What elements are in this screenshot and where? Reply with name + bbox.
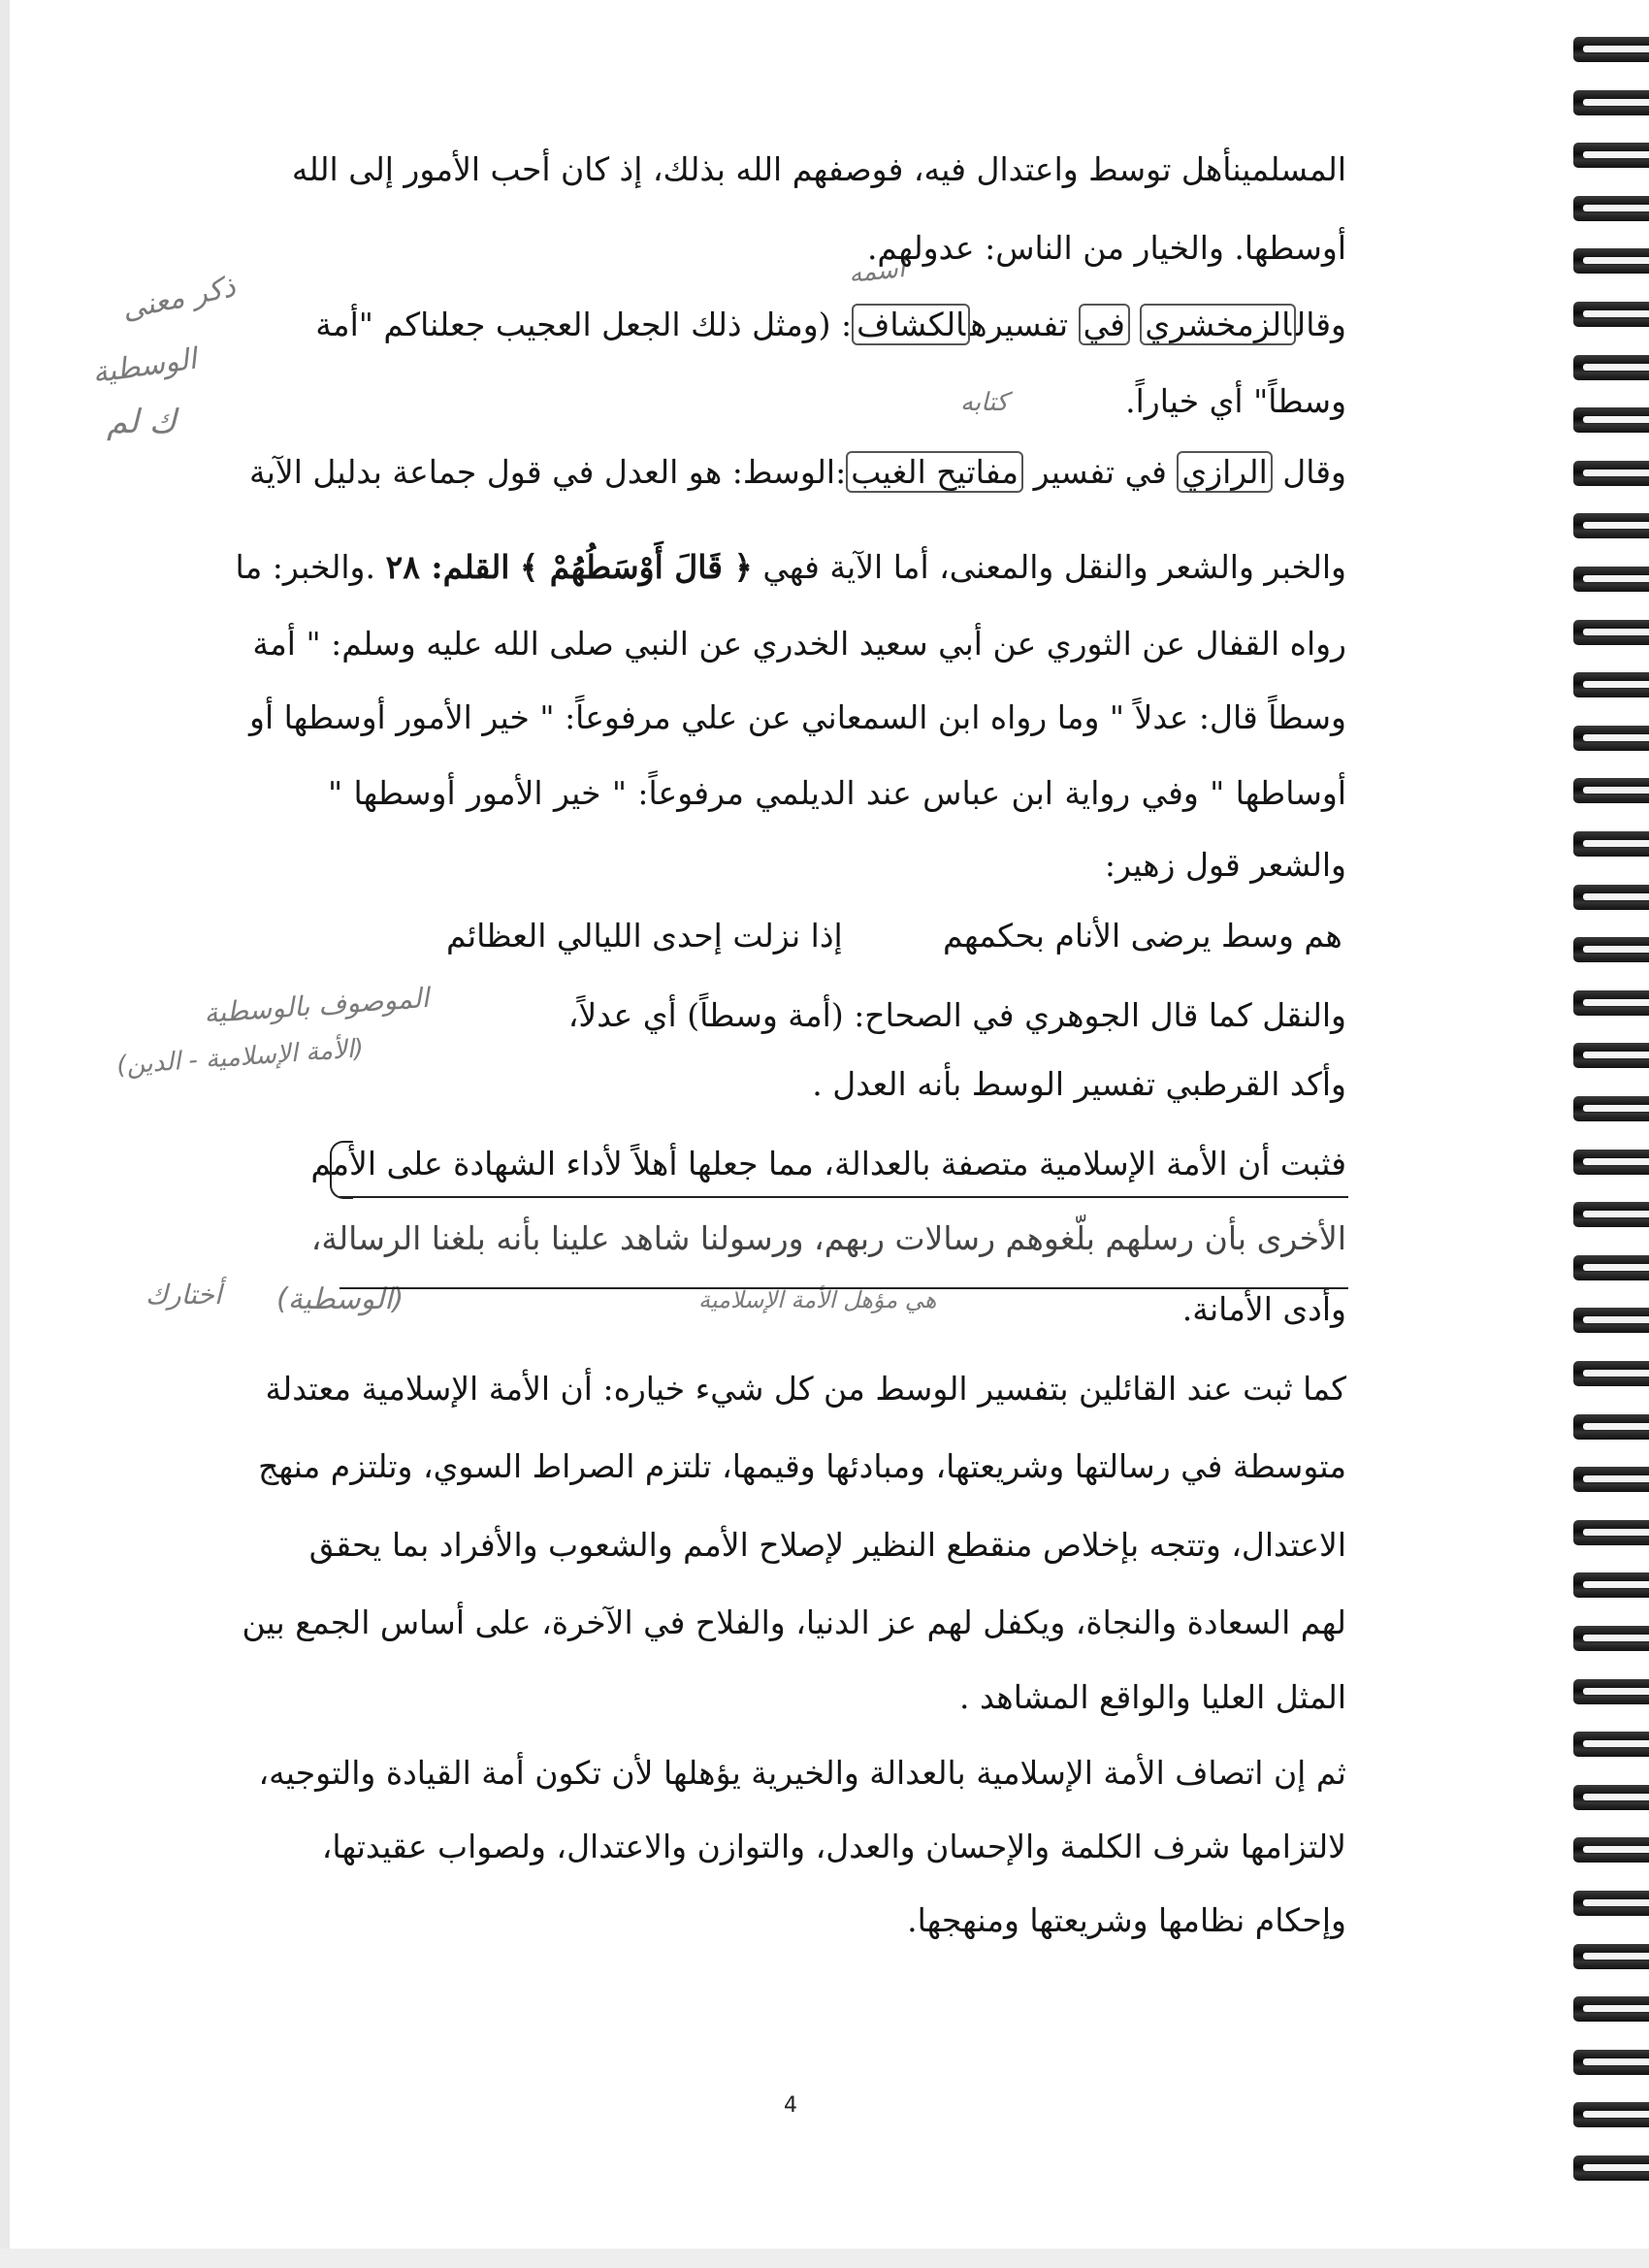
handwritten-margin-note-1: ذكر معنى [118,270,239,327]
handdrawn-underline-2 [340,1287,1348,1289]
text-line-9: والنقل كما قال الجوهري في الصحاح: (أمة وسطاً) أي عدلاً، [567,996,1346,1034]
text-line-14: كما ثبت عند القائلين بتفسير الوسط من كل شيء خياره: أن الأمة الإسلامية معتدلة [265,1370,1346,1408]
binding-ring [1573,2050,1649,2075]
binding-ring [1573,1837,1649,1863]
text-line-7: أوساطها " وفي رواية ابن عباس عند الديلمي مرفوعاً: " خير الأمور أوسطها " [328,774,1346,812]
binding-ring [1573,672,1649,697]
binding-ring [1573,1150,1649,1175]
text-line-6: وسطاً قال: عدلاً " وما رواه ابن السمعاني عن علي مرفوعاً: " خير الأمور أوسطها أو [249,698,1346,736]
text-line-21: وإحكام نظامها وشريعتها ومنهجها. [907,1901,1346,1939]
text-line-11: فثبت أن الأمة الإسلامية متصفة بالعدالة، مما جعلها أهلاً لأداء الشهادة على الأمم [310,1145,1346,1183]
binding-ring [1573,1255,1649,1280]
binding-ring [1573,513,1649,538]
handdrawn-bracket [330,1141,353,1199]
binding-ring [1573,143,1649,168]
binding-ring [1573,1572,1649,1598]
text-line-1: المسلمينأهل توسط واعتدال فيه، فوصفهم الله بذلك، إذ كان أحب الأمور إلى الله [291,150,1346,188]
quran-ayah: ﴿ قَالَ أَوْسَطُهُمْ ﴾ [519,548,753,586]
zamakhshari-name: الزمخشري [1140,304,1296,345]
binding-ring [1573,1043,1649,1068]
text-line-3: أي خياراً. [1125,382,1244,420]
handwritten-note-ikhtarak: أختارك [146,1279,222,1311]
razi-rest: :الوسط: هو العدل في قول جماعة بدليل الآية [249,453,847,491]
binding-ring [1573,885,1649,910]
ayah-reference: القلم: ٢٨ [385,548,510,586]
binding-ring [1573,1414,1649,1440]
binding-ring [1573,1626,1649,1651]
text-line-15: متوسطة في رسالتها وشريعتها، ومبادئها وقيمها، تلتزم الصراط السوي، وتلتزم منهج [258,1447,1346,1485]
zamakhshari-line2: وسطاً" [1253,382,1346,420]
binding-ring [1573,1520,1649,1545]
binding-ring [1573,2102,1649,2127]
handwritten-note-above-kashshaf: اسمه [847,254,907,289]
page-edge-shadow [0,0,10,2268]
razi-pre: وقال [1282,453,1346,491]
handwritten-note-muahhil: هي مؤهل الأمة الإسلامية [698,1286,937,1313]
binding-ring [1573,355,1649,380]
page-bottom-edge [0,2249,1649,2268]
binding-ring [1573,248,1649,274]
text-line-16: الاعتدال، وتتجه بإخلاص منقطع النظير لإصلاح الأمم والشعوب والأفراد بما يحقق [308,1526,1346,1564]
text-line-13: وأدى الأمانة. [1181,1290,1346,1328]
binding-ring [1573,1096,1649,1121]
binding-ring [1573,990,1649,1016]
text-line-2: أوسطها. والخيار من الناس: عدولهم. [866,229,1346,267]
text-line-18: المثل العليا والواقع المشاهد . [958,1678,1346,1716]
binding-ring [1573,407,1649,433]
razi-tafsir: تفسير [1033,453,1116,491]
kashshaf-book: الكشاف [852,304,970,345]
binding-ring [1573,778,1649,803]
binding-ring [1573,1361,1649,1386]
text-line-8: والشعر قول زهير: [1104,846,1346,884]
binding-ring [1573,37,1649,62]
text-line-10: وأكد القرطبي تفسير الوسط بأنه العدل . [812,1065,1346,1103]
spiral-binding [1569,37,1649,2229]
binding-ring [1573,567,1649,592]
razi-fi: في [1124,453,1167,491]
zamakhshari-rest: : (ومثل ذلك الجعل العجيب جعلناكم "أمة [315,306,853,343]
ayah-tail: .والخبر: ما [235,548,375,586]
text-line-5: رواه القفال عن الثوري عن أبي سعيد الخدري عن النبي صلى الله عليه وسلم: " أمة [252,625,1346,663]
binding-ring [1573,302,1649,327]
binding-ring [1573,2155,1649,2181]
text-line-4: والخبر والشعر والنقل والمعنى، أما الآية فهي [762,548,1346,586]
binding-ring [1573,1996,1649,2022]
handwritten-margin-note-2: الوسطية [90,341,199,391]
binding-ring [1573,831,1649,857]
binding-ring [1573,1732,1649,1757]
binding-ring [1573,1679,1649,1704]
poem-hemistich-2: إذا نزلت إحدى الليالي العظائم [446,917,843,955]
binding-ring [1573,726,1649,751]
zamakhshari-pre: وقال [1296,306,1346,343]
binding-ring [1573,1467,1649,1492]
poem-hemistich-1: هم وسط يرضى الأنام بحكمهم [943,917,1342,955]
binding-ring [1573,461,1649,486]
text-line-12: الأخرى بأن رسلهم بلّغوهم رسالات ربهم، ورسولنا شاهد علينا بأنه بلغنا الرسالة، [310,1219,1346,1257]
text-line-17: لهم السعادة والنجاة، ويكفل لهم عز الدنيا، والفلاح في الآخرة، على أساس الجمع بين [242,1604,1346,1641]
binding-ring [1573,90,1649,115]
handwritten-note-paren: (الأمة الإسلامية - الدين) [115,1034,366,1081]
binding-ring [1573,1944,1649,1969]
zamakhshari-fi: في [1079,304,1130,345]
binding-ring [1573,1202,1649,1227]
page-number: 4 [784,2093,797,2118]
zamakhshari-tafsir: تفسيره [970,306,1069,343]
binding-ring [1573,1891,1649,1916]
text-line-19: ثم إن اتصاف الأمة الإسلامية بالعدالة والخيرية يؤهلها لأن تكون أمة القيادة والتوجيه، [258,1754,1346,1792]
handwritten-note-wasatiya-described: الموصوف بالوسطية [203,981,431,1030]
binding-ring [1573,620,1649,645]
handdrawn-underline-1 [340,1196,1348,1198]
binding-ring [1573,1785,1649,1810]
text-line-20: لالتزامها شرف الكلمة والإحسان والعدل، والتوازن والاعتدال، ولصواب عقيدتها، [321,1828,1346,1865]
handwritten-note-above-mafatih: كتابه [960,388,1009,417]
binding-ring [1573,196,1649,221]
handwritten-note-wasatiya-paren: (الوسطية) [276,1282,404,1316]
mafatih-book: مفاتيح الغيب [846,451,1023,493]
binding-ring [1573,937,1649,962]
binding-ring [1573,1308,1649,1333]
razi-name: الرازي [1177,451,1272,493]
handwritten-margin-note-3: ك لم [107,403,177,441]
